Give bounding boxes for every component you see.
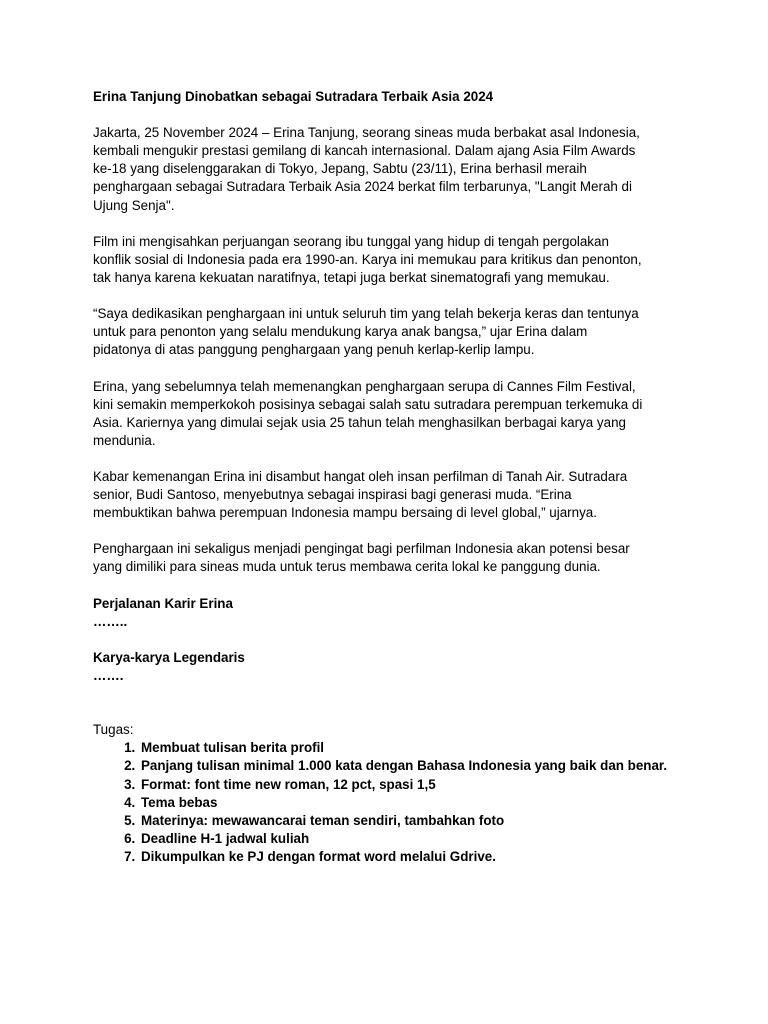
paragraph-line: yang dimiliki para sineas muda untuk terus membawa cerita lokal ke panggung dunia. xyxy=(93,559,601,575)
paragraph xyxy=(93,233,678,287)
task-list xyxy=(93,739,678,866)
paragraph-line: senior, Budi Santoso, menyebutnya sebagai inspirasi bagi generasi muda. “Erina xyxy=(93,487,572,503)
paragraph-line: Jakarta, 25 November 2024 – Erina Tanjung, seorang sineas muda berbakat asal Indonesia, xyxy=(93,125,640,141)
paragraph-line: konflik sosial di Indonesia pada era 1990-an. Karya ini memukau para kritikus dan penonton, xyxy=(93,251,642,267)
task-item: 7. Dikumpulkan ke PJ dengan format word melalui Gdrive. xyxy=(139,848,678,866)
paragraph-line: penghargaan sebagai Sutradara Terbaik Asia 2024 berkat film terbarunya, "Langit Merah di xyxy=(93,179,632,195)
paragraph-line: mendunia. xyxy=(93,432,156,448)
article-title: Erina Tanjung Dinobatkan sebagai Sutradara Terbaik Asia 2024 xyxy=(93,89,494,104)
task-item: 6. Deadline H-1 jadwal kuliah xyxy=(139,830,678,848)
paragraph-line: tak hanya karena kekuatan naratifnya, tetapi juga berkat sinematografi yang memukau. xyxy=(93,269,610,285)
paragraph-line: ke-18 yang diselenggarakan di Tokyo, Jepang, Sabtu (23/11), Erina berhasil meraih xyxy=(93,161,587,177)
section-placeholder: ……. xyxy=(93,668,124,683)
section-career xyxy=(93,595,678,631)
paragraph xyxy=(93,540,678,576)
paragraph xyxy=(93,378,678,450)
paragraph-line: Penghargaan ini sekaligus menjadi pengingat bagi perfilman Indonesia akan potensi besar xyxy=(93,541,630,557)
section-heading: Perjalanan Karir Erina xyxy=(93,595,233,611)
task-item: 2. Panjang tulisan minimal 1.000 kata dengan Bahasa Indonesia yang baik dan benar. xyxy=(139,757,678,775)
task-item: 5. Materinya: mewawancarai teman sendiri, tambahkan foto xyxy=(139,812,678,830)
task-item: 4. Tema bebas xyxy=(139,794,678,812)
paragraph xyxy=(93,305,678,359)
paragraph xyxy=(93,468,678,522)
paragraph-line: pidatonya di atas panggung penghargaan yang penuh kerlap-kerlip lampu. xyxy=(93,342,535,358)
paragraph-line: Erina, yang sebelumnya telah memenangkan penghargaan serupa di Cannes Film Festival, xyxy=(93,378,636,394)
paragraph-line: Film ini mengisahkan perjuangan seorang ibu tunggal yang hidup di tengah pergolakan xyxy=(93,233,609,249)
paragraph-line: kembali mengukir prestasi gemilang di kancah internasional. Dalam ajang Asia Film Awards xyxy=(93,143,636,159)
task-label: Tugas: xyxy=(93,722,134,738)
section-works xyxy=(93,649,678,685)
paragraph-line: kini semakin memperkokoh posisinya sebagai salah satu sutradara perempuan terkemuka di xyxy=(93,396,643,412)
paragraph-line: Kabar kemenangan Erina ini disambut hangat oleh insan perfilman di Tanah Air. Sutradara xyxy=(93,468,628,484)
paragraph-line: “Saya dedikasikan penghargaan ini untuk seluruh tim yang telah bekerja keras dan tentunya xyxy=(93,306,639,322)
paragraph-line: membuktikan bahwa perempuan Indonesia mampu bersaing di level global,” ujarnya. xyxy=(93,505,597,521)
task-item: 1. Membuat tulisan berita profil xyxy=(139,739,678,757)
paragraph-line: Ujung Senja". xyxy=(93,197,175,213)
task-block xyxy=(93,721,678,866)
section-placeholder: …….. xyxy=(93,613,128,629)
paragraph xyxy=(93,124,678,214)
article-body xyxy=(93,124,678,576)
paragraph-line: untuk para penonton yang selalu mendukung karya anak bangsa,” ujar Erina dalam xyxy=(93,324,588,340)
paragraph-line: Asia. Kariernya yang dimulai sejak usia 25 tahun telah menghasilkan berbagai karya yang xyxy=(93,414,626,430)
task-item: 3. Format: font time new roman, 12 pct, spasi 1,5 xyxy=(139,776,678,794)
section-heading: Karya-karya Legendaris xyxy=(93,649,245,665)
